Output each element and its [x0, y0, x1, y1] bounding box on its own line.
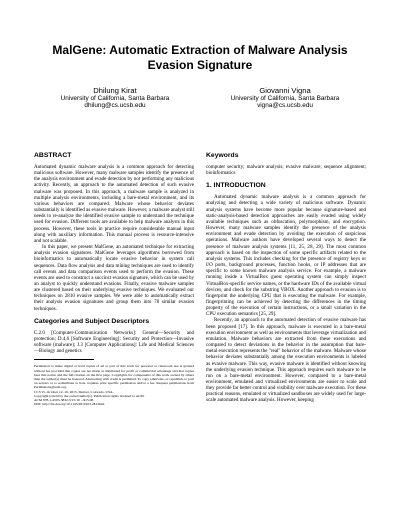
author-email: dhilung@cs.ucsb.edu: [84, 102, 146, 110]
abstract-paragraph-2: In this paper, we present MalGene, an automated technique for extracting analysis evasion signatures. MalGene leverages algorithms borrowed from bioinformatics to automatically locate evasive behavior in system call sequences. Data flow analysis and data mining techniques are used to identify call events and data comparison events used to perform the evasion. These events are used to construct a succinct evasion signature, which can be used by an analyst to quickly understand evasions. Finally, evasive malware samples are clustered based on their underlying evasive techniques. We evaluated our techniques on 2810 evasive samples. We were able to automatically extract their analysis evasion signatures and group them into 78 similar evasion techniques.: [34, 244, 194, 312]
categories-text: C.2.0 [Computer-Communication Networks]: General—Security and protection; D.4.6 [Software Engineering]: Security and Protection—Invasive software (malware); J.3 [Computer Applications]: Life and Medical Sciences—Biology and genetics: [34, 329, 194, 355]
author-block: [30, 87, 200, 110]
left-column: [34, 152, 194, 406]
footnote-rule: [34, 359, 94, 360]
abstract-paragraph-1: Automated dynamic malware analysis is a common approach for detecting malicious software. However, many malware samples identify the presence of the analysis environment and evade detection by not performing any malicious activity. Recently, an approach to the automated detection of such evasive malware was proposed. In this approach, a malware sample is analyzed in multiple analysis environments, including a bare-metal environment, and its various behaviors are compared. Malware whose behavior deviates substantially is identified as evasive malware. However, a malware analyst still needs to re-analyze the identified evasive sample to understand the technique used for evasion. Different tools are available to help malware analysts in this process. However, these tools in practice require considerable manual input along with auxiliary information. This manual process is resource-intensive and not scalable.: [34, 164, 194, 244]
author-name: Giovanni Vigna: [259, 86, 311, 95]
isbn-line: ACM 978-1-4503-3832-5/15/10 ...$15.00.: [34, 398, 94, 402]
right-column: [206, 152, 366, 404]
author-block: [200, 87, 370, 110]
keywords-text: computer security; malware analysis; evasive malware; sequence alignment; bioinformatics: [206, 164, 366, 177]
permission-notice: [34, 364, 194, 406]
title-line-2: Evasion Signature: [147, 58, 253, 72]
doi-line: DOI: http://dx.doi.org/10.1145/2810103.2813642.: [34, 402, 106, 407]
author-name: Dhilung Kirat: [93, 86, 137, 95]
paper-title: [0, 43, 400, 73]
categories-heading: Categories and Subject Descriptors: [34, 317, 150, 325]
permission-text: Permission to make digital or hard copies of all or part of this work for personal or classroom use is granted without fee provided that copies are not made or distributed for profit or commercial advantage and that copies bear this notice and the full citation on the first page. Copyrights for components of this work owned by others than the author(s) must be honored. Abstracting with credit is permitted. To copy otherwise, or republish, to post on servers or to redistribute to lists, requires prior specific permission and/or a fee. Request permissions from Permissions@acm.org.: [34, 364, 194, 390]
conference-line: CCS'15, October 12–16, 2015, Denver, Colorado, USA.: [34, 389, 114, 394]
author-affiliation: University of California, Santa Barbara: [60, 94, 170, 102]
copyright-line: Copyright is held by the owner/author(s). Publication rights licensed to ACM.: [34, 393, 145, 398]
introduction-heading: 1. INTRODUCTION: [206, 182, 266, 190]
abstract-heading: ABSTRACT: [34, 152, 72, 159]
author-affiliation: University of California, Santa Barbara: [230, 94, 340, 102]
introduction-paragraph-2: Recently, an approach to the automated detection of evasive malware has been proposed [17]. In this approach, malware is executed in a bare-metal execution environment as well as environments that leverage virtualization and emulation. Malware behaviors are extracted from these executions and compared to detect deviations in the behavior in the assumption that bare-metal execution represents the "real" behavior of the malware. Malware whose behavior deviates substantially among the execution environments is labeled as evasive malware. This way, evasive malware is identified without knowing the underlying evasion technique. This approach requires each malware to be run on a bare-metal environment. However, compared to a bare-metal environment, emulated and virtualized environments are easier to scale and they provide far better control and visibility over malware execution. For these practical reasons, emulated or virtualized sandboxes are widely used for large-scale automated malware analysis. However, keeping: [206, 317, 366, 404]
keywords-heading: Keywords: [206, 152, 239, 159]
introduction-paragraph-1: Automated dynamic malware analysis is a common approach for analyzing and detecting a wide variety of malicious software. Dynamic analysis systems have become more popular because signature-based and static-analysis-based detection approaches are easily evaded using widely available techniques such as obfuscation, polymorphism, and encryption. However, many malware samples identify the presence of the analysis environment and evade detection by avoiding the execution of suspicious operations. Malware authors have developed several ways to detect the presence of malware analysis systems [11, 25, 28, 29]. The most common approach is based on the inspection of some specific artifacts related to the analysis systems. This includes checking for the presence of registry keys or I/O ports, background processes, function hooks, or IP addresses that are specific to some known malware analysis service. For example, a malware running inside a VirtualBox guest operating system can simply inspect VirtualBox-specific service names, or the hardware IDs of the available virtual devices, and check for the substring VBOX. Another approach to evasion is to fingerprint the underlying CPU that is executing the malware. For example, fingerprinting can be achieved by detecting the differences in the timing property of the execution of certain instructions, or a small variation in the CPU execution semantics [25, 29].: [206, 194, 366, 318]
author-email: vigna@cs.ucsb.edu: [257, 102, 313, 110]
title-line-1: MalGene: Automatic Extraction of Malware Analysis: [52, 43, 348, 57]
